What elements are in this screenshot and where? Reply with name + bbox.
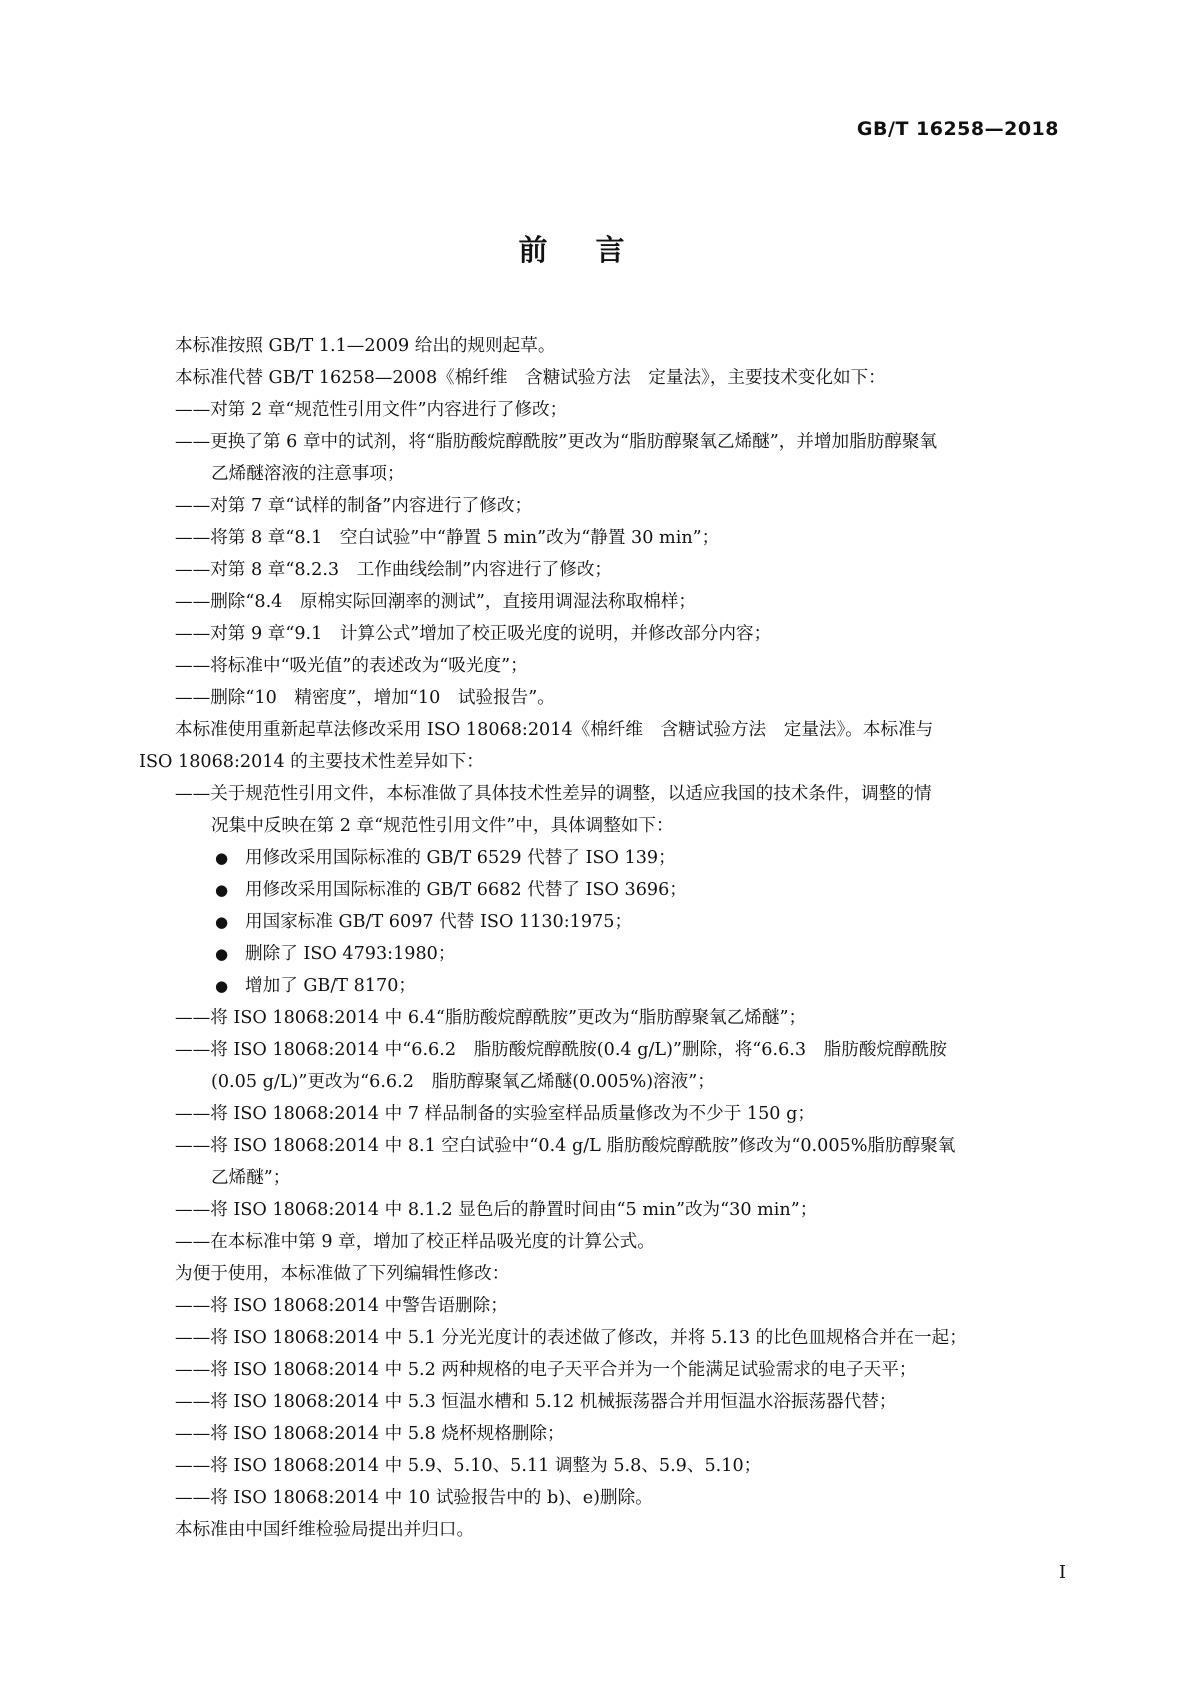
bullet-dot-icon: ● [215, 849, 229, 867]
bullet-text: 增加了 GB/T 8170； [245, 976, 416, 996]
list-item: ——对第 9 章“9.1 计算公式”增加了校正吸光度的说明，并修改部分内容； [175, 624, 772, 644]
list-item: ——将 ISO 18068:2014 中 7 样品制备的实验室样品质量修改为不少于 150 g； [175, 1104, 815, 1124]
bullet-item [175, 970, 1055, 1002]
standard-code: GB/T 16258—2018 [856, 118, 1059, 140]
bullet-item [175, 842, 1055, 874]
list-item-continuation: 况集中反映在第 2 章“规范性引用文件”中，具体调整如下： [211, 816, 674, 836]
list-item: ——将 ISO 18068:2014 中 8.1.2 显色后的静置时间由“5 min”改为“30 min”； [175, 1200, 818, 1220]
list-item: ——将 ISO 18068:2014 中 5.8 烧杯规格删除； [175, 1424, 565, 1444]
bullet-dot-icon: ● [215, 977, 229, 995]
paragraph: 本标准由中国纤维检验局提出并归口。 [175, 1520, 475, 1540]
list-item: ——将 ISO 18068:2014 中 6.4“脂肪酸烷醇酰胺”更改为“脂肪醇聚氧乙烯醚”； [175, 1008, 807, 1028]
list-item: ——将 ISO 18068:2014 中 10 试验报告中的 b)、e)删除。 [175, 1488, 653, 1508]
list-item: ——删除“8.4 原棉实际回潮率的测试”，直接用调湿法称取棉样； [175, 592, 697, 612]
list-item: ——将 ISO 18068:2014 中“6.6.2 脂肪酸烷醇酰胺(0.4 g/L)”删除，将“6.6.3 脂肪酸烷醇酰胺 [175, 1040, 947, 1060]
list-item: ——对第 8 章“8.2.3 工作曲线绘制”内容进行了修改； [175, 560, 613, 580]
bullet-text: 用国家标准 GB/T 6097 代替 ISO 1130:1975； [245, 912, 633, 932]
list-item: ——关于规范性引用文件，本标准做了具体技术性差异的调整，以适应我国的技术条件，调整的情 [175, 784, 932, 804]
page-number: I [1058, 1562, 1066, 1583]
list-item: ——对第 7 章“试样的制备”内容进行了修改； [175, 496, 533, 516]
list-item: ——更换了第 6 章中的试剂，将“脂肪酸烷醇酰胺”更改为“脂肪醇聚氧乙烯醚”，并增加脂肪醇聚氧 [175, 432, 938, 452]
bullet-item [175, 938, 1055, 970]
list-item: ——将 ISO 18068:2014 中 5.3 恒温水槽和 5.12 机械振荡器合并用恒温水浴振荡器代替； [175, 1392, 897, 1412]
list-item-continuation: (0.05 g/L)”更改为“6.6.2 脂肪醇聚氧乙烯醚(0.005%)溶液”； [211, 1072, 715, 1092]
bullet-dot-icon: ● [215, 881, 229, 899]
paragraph: 本标准使用重新起草法修改采用 ISO 18068:2014《棉纤维 含糖试验方法 定量法》。本标准与 [175, 720, 934, 740]
paragraph: 本标准按照 GB/T 1.1—2009 给出的规则起草。 [175, 336, 556, 356]
list-item: ——删除“10 精密度”，增加“10 试验报告”。 [175, 688, 555, 708]
list-item: ——对第 2 章“规范性引用文件”内容进行了修改； [175, 400, 568, 420]
list-item: ——将 ISO 18068:2014 中 8.1 空白试验中“0.4 g/L 脂肪酸烷醇酰胺”修改为“0.005%脂肪醇聚氧 [175, 1136, 956, 1156]
list-item: ——将 ISO 18068:2014 中 5.1 分光光度计的表述做了修改，并将 5.13 的比色皿规格合并在一起； [175, 1328, 967, 1348]
list-item: ——将 ISO 18068:2014 中警告语删除； [175, 1296, 508, 1316]
list-item-continuation: 乙烯醚”； [211, 1168, 291, 1188]
list-item-continuation: 乙烯醚溶液的注意事项； [211, 464, 405, 484]
page-title: 前言 [518, 233, 673, 267]
list-item: ——将标准中“吸光值”的表述改为“吸光度”； [175, 656, 528, 676]
foreword-body [139, 330, 1055, 1546]
bullet-text: 删除了 ISO 4793:1980； [245, 944, 456, 964]
list-item: ——将 ISO 18068:2014 中 5.2 两种规格的电子天平合并为一个能满足试验需求的电子天平； [175, 1360, 917, 1380]
paragraph: 为便于使用，本标准做了下列编辑性修改： [175, 1264, 510, 1284]
list-item: ——将第 8 章“8.1 空白试验”中“静置 5 min”改为“静置 30 min”； [175, 528, 720, 548]
paragraph-continuation: ISO 18068:2014 的主要技术性差异如下： [139, 752, 484, 772]
bullet-dot-icon: ● [215, 913, 229, 931]
bullet-item [175, 906, 1055, 938]
paragraph: 本标准代替 GB/T 16258—2008《棉纤维 含糖试验方法 定量法》，主要技术变化如下： [175, 368, 886, 388]
bullet-item [175, 874, 1055, 906]
bullet-text: 用修改采用国际标准的 GB/T 6682 代替了 ISO 3696； [245, 880, 687, 900]
list-item: ——在本标准中第 9 章，增加了校正样品吸光度的计算公式。 [175, 1232, 655, 1252]
bullet-text: 用修改采用国际标准的 GB/T 6529 代替了 ISO 139； [245, 848, 676, 868]
list-item: ——将 ISO 18068:2014 中 5.9、5.10、5.11 调整为 5.8、5.9、5.10； [175, 1456, 762, 1476]
bullet-dot-icon: ● [215, 945, 229, 963]
